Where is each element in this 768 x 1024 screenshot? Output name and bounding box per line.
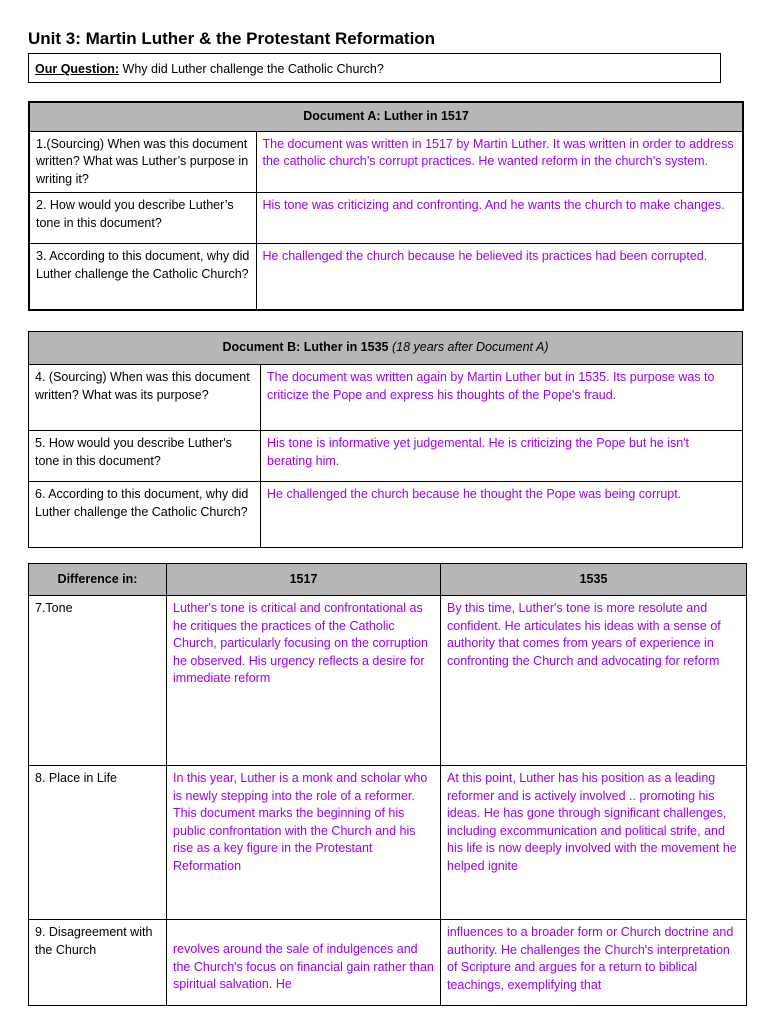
cell-1535[interactable]: By this time, Luther's tone is more resolute and confident. He articulates his ideas with a sense of authority that comes from years of experience in confronting the Church and advocating for reform bbox=[441, 596, 747, 766]
cell-1517[interactable]: revolves around the sale of indulgences and the Church's focus on financial gain rather than spiritual salvation. He bbox=[167, 920, 441, 1006]
header-1535: 1535 bbox=[441, 564, 747, 596]
cell-1535[interactable]: influences to a broader form or Church doctrine and authority. He challenges the Church's interpretation of Scripture and argues for a return to biblical teachings, exemplifying that bbox=[441, 920, 747, 1006]
header-row bbox=[29, 564, 747, 596]
question-label: Our Question: bbox=[35, 62, 120, 76]
table-row bbox=[29, 193, 743, 244]
table-row bbox=[29, 920, 747, 1006]
document-b-header-note: (18 years after Document A) bbox=[391, 340, 549, 355]
table-row bbox=[29, 131, 743, 193]
question-cell: 5. How would you describe Luther's tone in this document? bbox=[29, 431, 261, 482]
table-row bbox=[29, 766, 747, 920]
question-box bbox=[28, 53, 721, 83]
row-label: 8. Place in Life bbox=[29, 766, 167, 920]
answer-cell[interactable]: He challenged the church because he believed its practices had been corrupted. bbox=[256, 244, 743, 310]
table-row bbox=[29, 365, 743, 431]
answer-cell[interactable]: He challenged the church because he thought the Pope was being corrupt. bbox=[261, 482, 743, 548]
question-cell: 4. (Sourcing) When was this document written? What was its purpose? bbox=[29, 365, 261, 431]
cell-1535[interactable]: At this point, Luther has his position as a leading reformer and is actively involved .. promoting his ideas. He has gone through significant challenges, including excommunication and political strife, and his life is now deeply involved with the movement he helped ignite bbox=[441, 766, 747, 920]
question-text: Why did Luther challenge the Catholic Church? bbox=[122, 62, 384, 76]
document-b-header bbox=[29, 332, 743, 365]
answer-cell[interactable]: His tone is informative yet judgemental. He is criticizing the Pope but he isn't berating him. bbox=[261, 431, 743, 482]
cell-1517[interactable]: Luther's tone is critical and confrontational as he critiques the practices of the Catholic Church, particularly focusing on the corruption he observed. His urgency reflects a desire for immediate reform bbox=[167, 596, 441, 766]
page-title: Unit 3: Martin Luther & the Protestant Reformation bbox=[28, 29, 436, 48]
header-difference: Difference in: bbox=[29, 564, 167, 596]
table-row bbox=[29, 244, 743, 310]
row-label: 7.Tone bbox=[29, 596, 167, 766]
table-row bbox=[29, 482, 743, 548]
header-1517: 1517 bbox=[167, 564, 441, 596]
document-b-header-title: Document B: Luther in 1535 bbox=[222, 340, 389, 355]
row-label: 9. Disagreement with the Church bbox=[29, 920, 167, 1006]
answer-cell[interactable]: The document was written in 1517 by Martin Luther. It was written in order to address the catholic church’s corrupt practices. He wanted reform in the church’s system. bbox=[256, 131, 743, 193]
question-cell: 3. According to this document, why did Luther challenge the Catholic Church? bbox=[29, 244, 256, 310]
document-a-header: Document A: Luther in 1517 bbox=[29, 102, 743, 131]
document-b-table bbox=[28, 331, 743, 548]
question-cell: 2. How would you describe Luther’s tone in this document? bbox=[29, 193, 256, 244]
question-cell: 6. According to this document, why did Luther challenge the Catholic Church? bbox=[29, 482, 261, 548]
difference-table bbox=[28, 563, 747, 1006]
answer-cell[interactable]: His tone was criticizing and confronting. And he wants the church to make changes. bbox=[256, 193, 743, 244]
cell-1517[interactable]: In this year, Luther is a monk and scholar who is newly stepping into the role of a reformer. This document marks the beginning of his public confrontation with the Church and his rise as a key figure in the Protestant Reformation bbox=[167, 766, 441, 920]
table-row bbox=[29, 431, 743, 482]
document-a-table bbox=[28, 101, 744, 311]
table-row bbox=[29, 596, 747, 766]
answer-cell[interactable]: The document was written again by Martin Luther but in 1535. Its purpose was to criticize the Pope and express his thoughts of the Pope's fraud. bbox=[261, 365, 743, 431]
question-cell: 1.(Sourcing) When was this document written? What was Luther’s purpose in writing it? bbox=[29, 131, 256, 193]
